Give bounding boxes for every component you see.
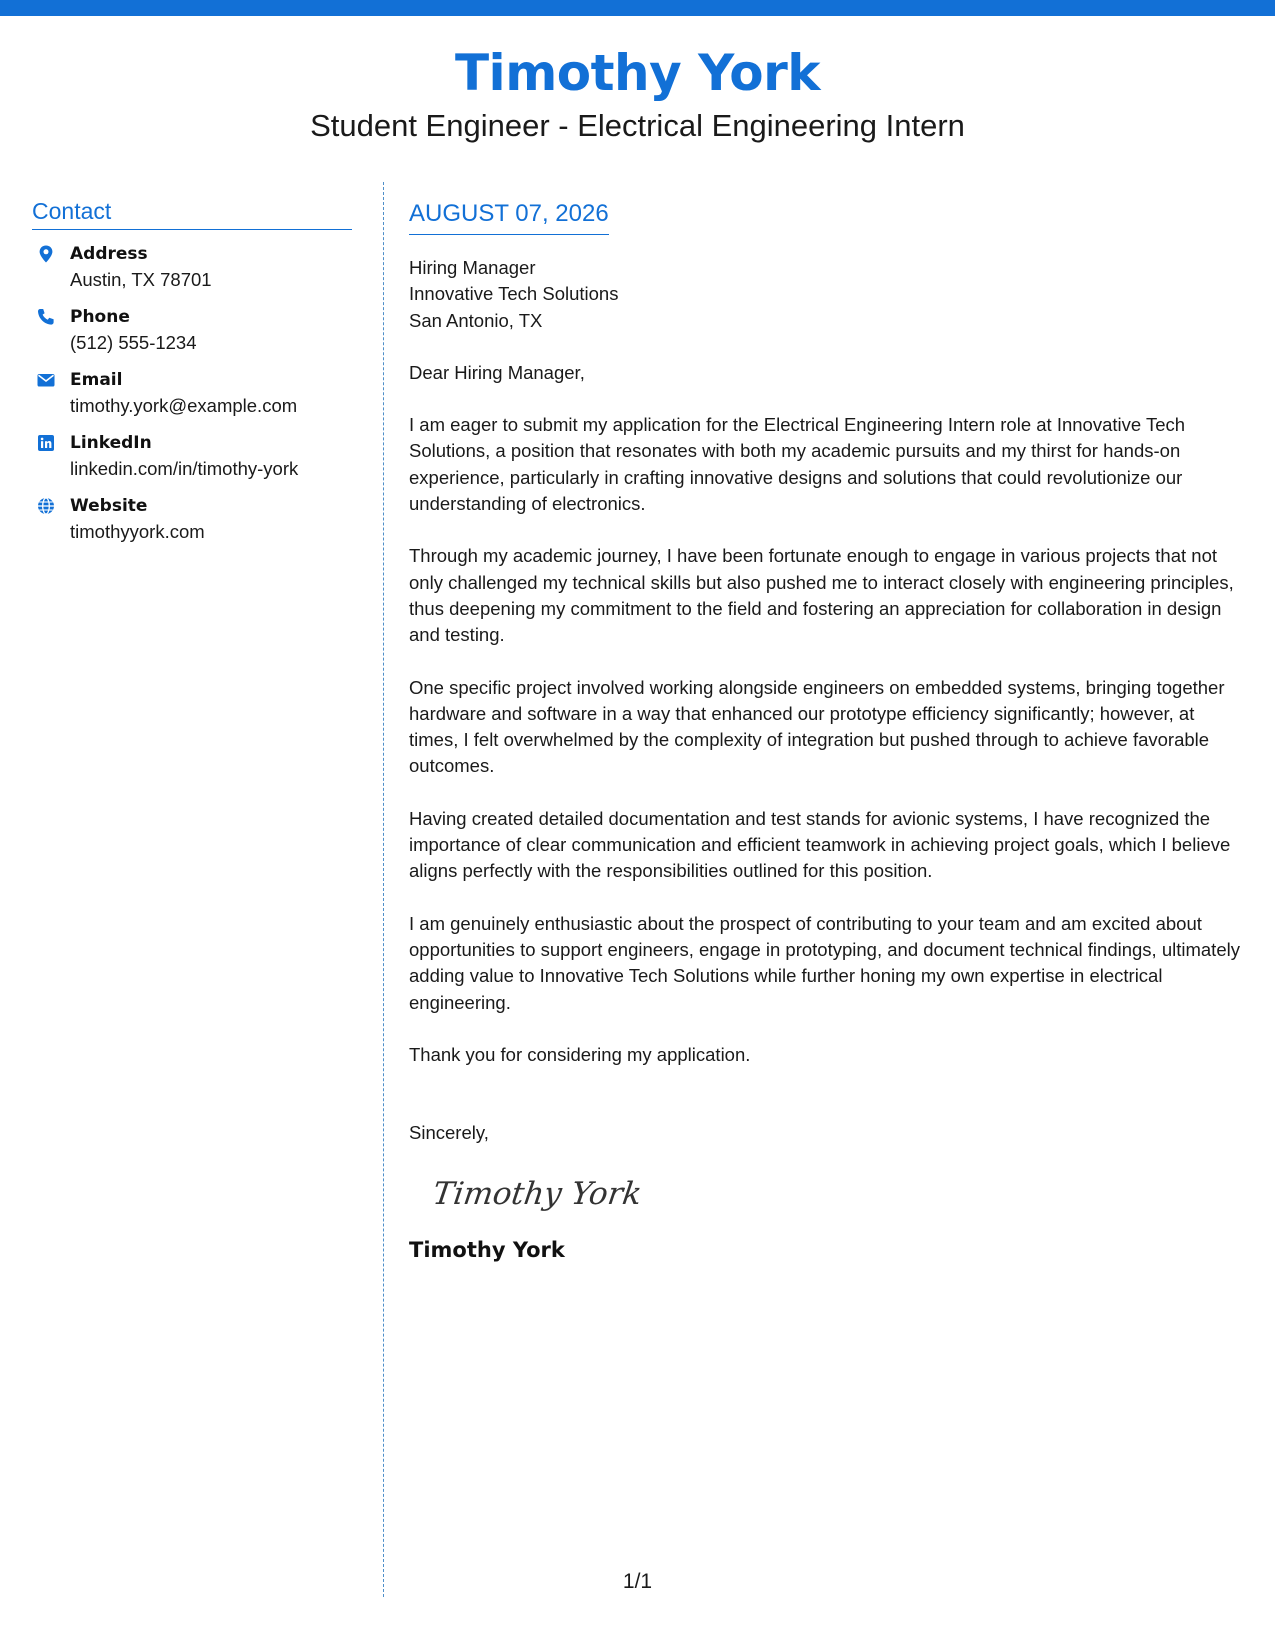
contact-item-phone bbox=[32, 305, 352, 368]
page-number: 1/1 bbox=[622, 1570, 653, 1593]
greeting: Dear Hiring Manager, bbox=[409, 361, 585, 383]
contact-label: LinkedIn bbox=[70, 433, 152, 453]
top-accent-bar bbox=[0, 0, 1275, 16]
letter-date: AUGUST 07, 2026 bbox=[409, 198, 609, 235]
phone-value: (512) 555-1234 bbox=[70, 332, 197, 353]
body-paragraph: I am eager to submit my application for the Electrical Engineering Intern role at Innovative Tech Solutions, a position that resonates with both my academic pursuits and my thirst for hands-on experience, particularly in crafting innovative designs and solutions that could revolutionize our understanding of electronics. bbox=[409, 414, 1186, 515]
signature-text: Timothy York bbox=[435, 1176, 644, 1213]
handwritten-signature bbox=[435, 1166, 655, 1222]
linkedin-value[interactable]: linkedin.com/in/timothy-york bbox=[70, 458, 299, 479]
body-paragraph: Having created detailed documentation and test stands for avionic systems, I have recognized the importance of clear communication and efficient teamwork in achieving project goals, which I believe aligns perfectly with the responsibilities outlined for this position. bbox=[409, 807, 1231, 882]
body-paragraph: I am genuinely enthusiastic about the prospect of contributing to your team and am excited about opportunities to support engineers, engage in prototyping, and document technical findings, ultimately adding value to Innovative Tech Solutions while further honing my own expertise in electrical engineering. bbox=[409, 912, 1240, 1013]
contact-label: Address bbox=[70, 244, 148, 264]
contact-item-website bbox=[32, 494, 352, 557]
page-header bbox=[0, 40, 1275, 146]
phone-icon bbox=[36, 307, 56, 327]
contact-item-email bbox=[32, 368, 352, 431]
signoff: Sincerely, bbox=[409, 1122, 489, 1144]
contact-sidebar bbox=[32, 195, 352, 557]
recipient-line: San Antonio, TX bbox=[409, 309, 543, 331]
signer-name: Timothy York bbox=[409, 1238, 565, 1263]
contact-label: Phone bbox=[70, 307, 130, 327]
contact-item-linkedin bbox=[32, 431, 352, 494]
contact-list bbox=[32, 242, 352, 557]
contact-section-title: Contact bbox=[32, 195, 352, 230]
body-paragraph: One specific project involved working alongside engineers on embedded systems, bringing together hardware and software in a way that enhanced our prototype efficiency significantly; however, at times, I felt overwhelmed by the complexity of integration but pushed through to achieve favorable outcomes. bbox=[409, 676, 1225, 777]
recipient-line: Hiring Manager bbox=[409, 257, 536, 278]
email-value[interactable]: timothy.york@example.com bbox=[70, 395, 298, 416]
email-icon bbox=[36, 370, 56, 390]
linkedin-icon bbox=[36, 433, 56, 453]
body-paragraph: Through my academic journey, I have been fortunate enough to engage in various projects that not only challenged my technical skills but also pushed me to interact closely with engineering principles, thus deepening my commitment to the field and fostering an appreciation for collaboration in design and testing. bbox=[409, 545, 1234, 646]
page-title: Timothy York bbox=[454, 44, 821, 102]
column-divider bbox=[383, 182, 384, 1597]
contact-label: Website bbox=[70, 496, 148, 516]
location-pin-icon bbox=[36, 244, 56, 264]
job-title: Student Engineer - Electrical Engineering Intern bbox=[310, 108, 965, 143]
address-value: Austin, TX 78701 bbox=[70, 269, 212, 290]
recipient-block bbox=[409, 255, 1245, 334]
website-value[interactable]: timothyyork.com bbox=[70, 521, 205, 542]
letter-body bbox=[409, 198, 1245, 1264]
closing-thanks: Thank you for considering my application. bbox=[409, 1043, 751, 1065]
contact-item-address bbox=[32, 242, 352, 305]
globe-icon bbox=[36, 496, 56, 516]
contact-label: Email bbox=[70, 370, 123, 390]
recipient-line: Innovative Tech Solutions bbox=[409, 283, 619, 305]
